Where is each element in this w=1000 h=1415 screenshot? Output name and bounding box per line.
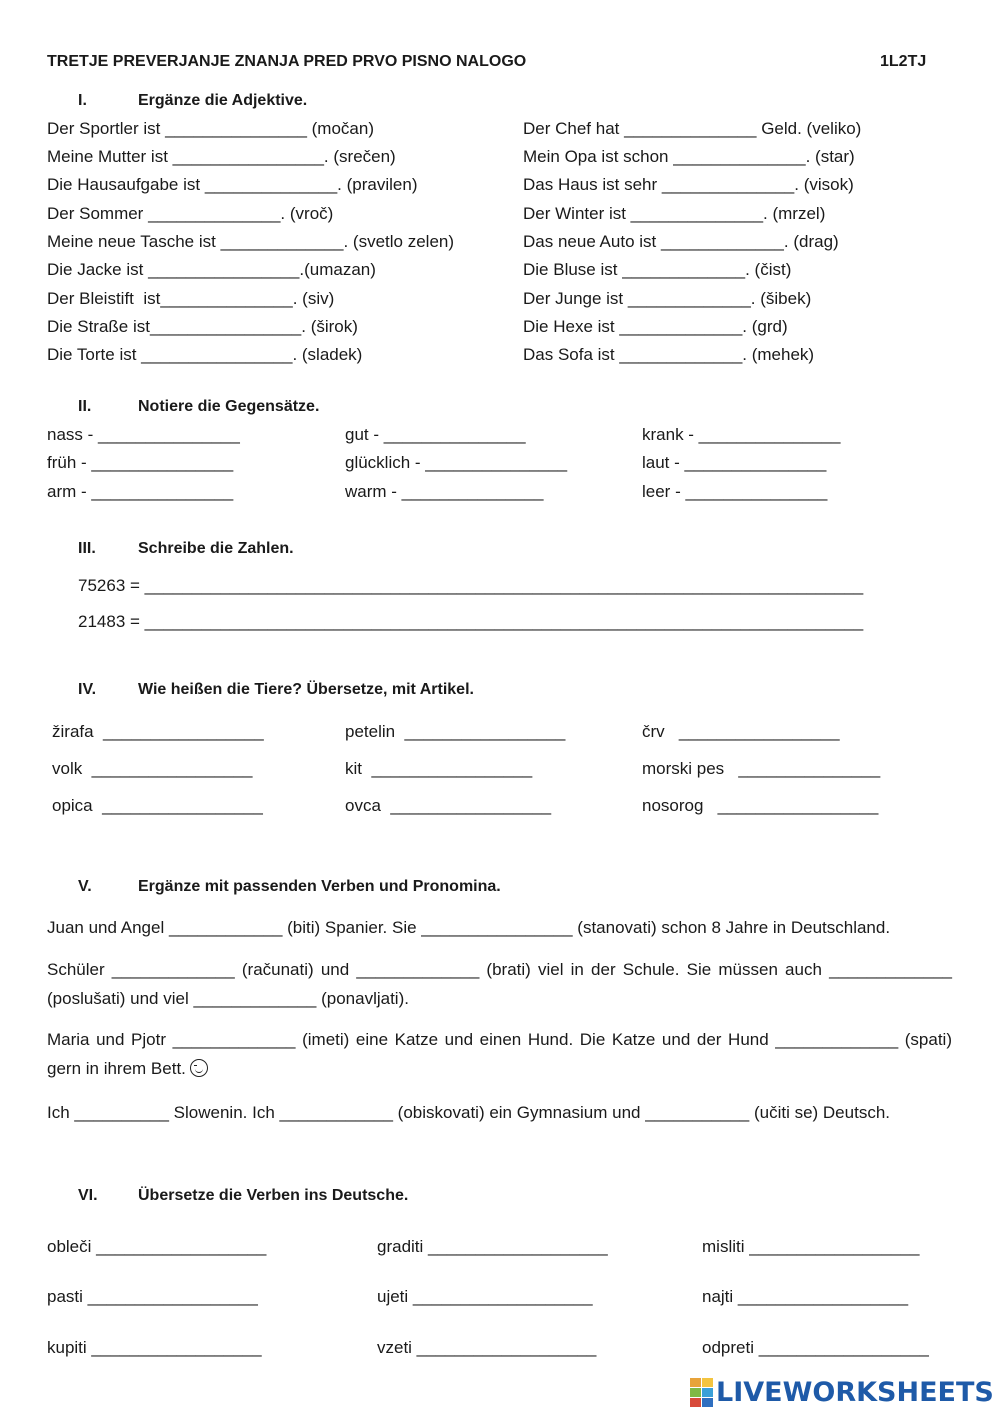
liveworksheets-logo-icon bbox=[690, 1378, 712, 1406]
s6-item[interactable]: odpreti __________________ bbox=[702, 1338, 929, 1357]
section-4-number: IV. bbox=[78, 681, 97, 698]
s1-right-item[interactable]: Der Winter ist ______________. (mrzel) bbox=[523, 204, 826, 223]
s1-right-item[interactable]: Der Junge ist _____________. (šibek) bbox=[523, 289, 812, 308]
s1-left-item[interactable]: Der Sommer ______________. (vroč) bbox=[47, 204, 334, 223]
s4-item[interactable]: žirafa _________________ bbox=[52, 722, 264, 741]
s2-item[interactable]: früh - _______________ bbox=[47, 453, 234, 472]
s4-item[interactable]: petelin _________________ bbox=[345, 722, 566, 741]
s1-right-item[interactable]: Der Chef hat ______________ Geld. (veliko) bbox=[523, 119, 862, 138]
section-5-title: Ergänze mit passenden Verben und Pronomina. bbox=[138, 878, 501, 895]
s2-item[interactable]: gut - _______________ bbox=[345, 425, 526, 444]
s1-left-item[interactable]: Der Sportler ist _______________ (močan) bbox=[47, 119, 374, 138]
s4-item[interactable]: volk _________________ bbox=[52, 759, 253, 778]
liveworksheets-logo bbox=[690, 1375, 994, 1409]
s2-item[interactable]: laut - _______________ bbox=[642, 453, 827, 472]
class-code: 1L2TJ bbox=[880, 53, 927, 70]
s2-item[interactable]: glücklich - _______________ bbox=[345, 453, 568, 472]
section-3-number: III. bbox=[78, 540, 96, 557]
s6-item[interactable]: pasti __________________ bbox=[47, 1287, 258, 1306]
s1-right-item[interactable]: Die Hexe ist _____________. (grd) bbox=[523, 317, 788, 336]
section-6-number: VI. bbox=[78, 1187, 98, 1204]
s1-left-item[interactable]: Die Jacke ist ________________.(umazan) bbox=[47, 260, 376, 279]
s4-item[interactable]: črv _________________ bbox=[642, 722, 840, 741]
s6-item[interactable]: vzeti ___________________ bbox=[377, 1338, 597, 1357]
s1-right-item[interactable]: Das Haus ist sehr ______________. (visok) bbox=[523, 175, 854, 194]
s5-paragraph-4[interactable]: Ich __________ Slowenin. Ich ____________ (obiskovati) ein Gymnasium und ___________ (učiti se) Deutsch. bbox=[47, 1103, 890, 1122]
s5-paragraph-2[interactable]: Schüler _____________ (računati) und _____________ (brati) viel in der Schule. Sie müssen auch _____________ (poslušati) und viel _____________ (ponavljati). bbox=[47, 960, 952, 1008]
s4-item[interactable]: kit _________________ bbox=[345, 759, 533, 778]
s1-right-item[interactable]: Mein Opa ist schon ______________. (star) bbox=[523, 147, 855, 166]
s1-right-item[interactable]: Die Bluse ist _____________. (čist) bbox=[523, 260, 792, 279]
s6-item[interactable]: najti __________________ bbox=[702, 1287, 909, 1306]
s1-left-item[interactable]: Meine Mutter ist ________________. (srečen) bbox=[47, 147, 396, 166]
s5-paragraph-1[interactable]: Juan und Angel ____________ (biti) Spanier. Sie ________________ (stanovati) schon 8 Jahre in Deutschland. bbox=[47, 918, 891, 937]
s1-left-item[interactable]: Die Straße ist________________. (širok) bbox=[47, 317, 358, 336]
s5-paragraph-3-text[interactable]: Maria und Pjotr _____________ (imeti) eine Katze und einen Hund. Die Katze und der Hund _____________ (spati) gern in ihrem Bett. bbox=[47, 1030, 952, 1078]
s1-right-item[interactable]: Das Sofa ist _____________. (mehek) bbox=[523, 345, 815, 364]
s4-item[interactable]: nosorog _________________ bbox=[642, 796, 879, 815]
liveworksheets-logo-text: LIVEWORKSHEETS bbox=[716, 1376, 994, 1408]
s4-item[interactable]: ovca _________________ bbox=[345, 796, 552, 815]
s3-number-line[interactable]: 75263 = ____________________________________________________________________________ bbox=[78, 576, 864, 595]
s5-paragraph-3[interactable] bbox=[47, 1025, 952, 1083]
section-6-title: Übersetze die Verben ins Deutsche. bbox=[138, 1187, 409, 1204]
section-4-title: Wie heißen die Tiere? Übersetze, mit Artikel. bbox=[138, 681, 474, 698]
s2-item[interactable]: nass - _______________ bbox=[47, 425, 240, 444]
section-1-title: Ergänze die Adjektive. bbox=[138, 92, 308, 109]
s1-left-item[interactable]: Die Hausaufgabe ist ______________. (pravilen) bbox=[47, 175, 418, 194]
s6-item[interactable]: kupiti __________________ bbox=[47, 1338, 262, 1357]
s1-left-item[interactable]: Die Torte ist ________________. (sladek) bbox=[47, 345, 363, 364]
worksheet-title: TRETJE PREVERJANJE ZNANJA PRED PRVO PISNO NALOGO bbox=[47, 53, 527, 70]
s6-item[interactable]: ujeti ___________________ bbox=[377, 1287, 593, 1306]
section-1-number: I. bbox=[78, 92, 87, 109]
s4-item[interactable]: morski pes _______________ bbox=[642, 759, 881, 778]
s6-item[interactable]: graditi ___________________ bbox=[377, 1237, 608, 1256]
section-3-title: Schreibe die Zahlen. bbox=[138, 540, 294, 557]
s2-item[interactable]: arm - _______________ bbox=[47, 482, 234, 501]
s1-left-item[interactable]: Der Bleistift ist______________. (siv) bbox=[47, 289, 335, 308]
section-2-number: II. bbox=[78, 398, 92, 415]
s2-item[interactable]: krank - _______________ bbox=[642, 425, 841, 444]
smiley-icon bbox=[190, 1059, 208, 1077]
s1-left-item[interactable]: Meine neue Tasche ist _____________. (svetlo zelen) bbox=[47, 232, 455, 251]
s6-item[interactable]: obleči __________________ bbox=[47, 1237, 267, 1256]
s3-number-line[interactable]: 21483 = ____________________________________________________________________________ bbox=[78, 612, 864, 631]
s2-item[interactable]: leer - _______________ bbox=[642, 482, 828, 501]
s1-right-item[interactable]: Das neue Auto ist _____________. (drag) bbox=[523, 232, 839, 251]
s4-item[interactable]: opica _________________ bbox=[52, 796, 263, 815]
s6-item[interactable]: misliti __________________ bbox=[702, 1237, 920, 1256]
section-2-title: Notiere die Gegensätze. bbox=[138, 398, 320, 415]
s2-item[interactable]: warm - _______________ bbox=[345, 482, 544, 501]
section-5-number: V. bbox=[78, 878, 92, 895]
